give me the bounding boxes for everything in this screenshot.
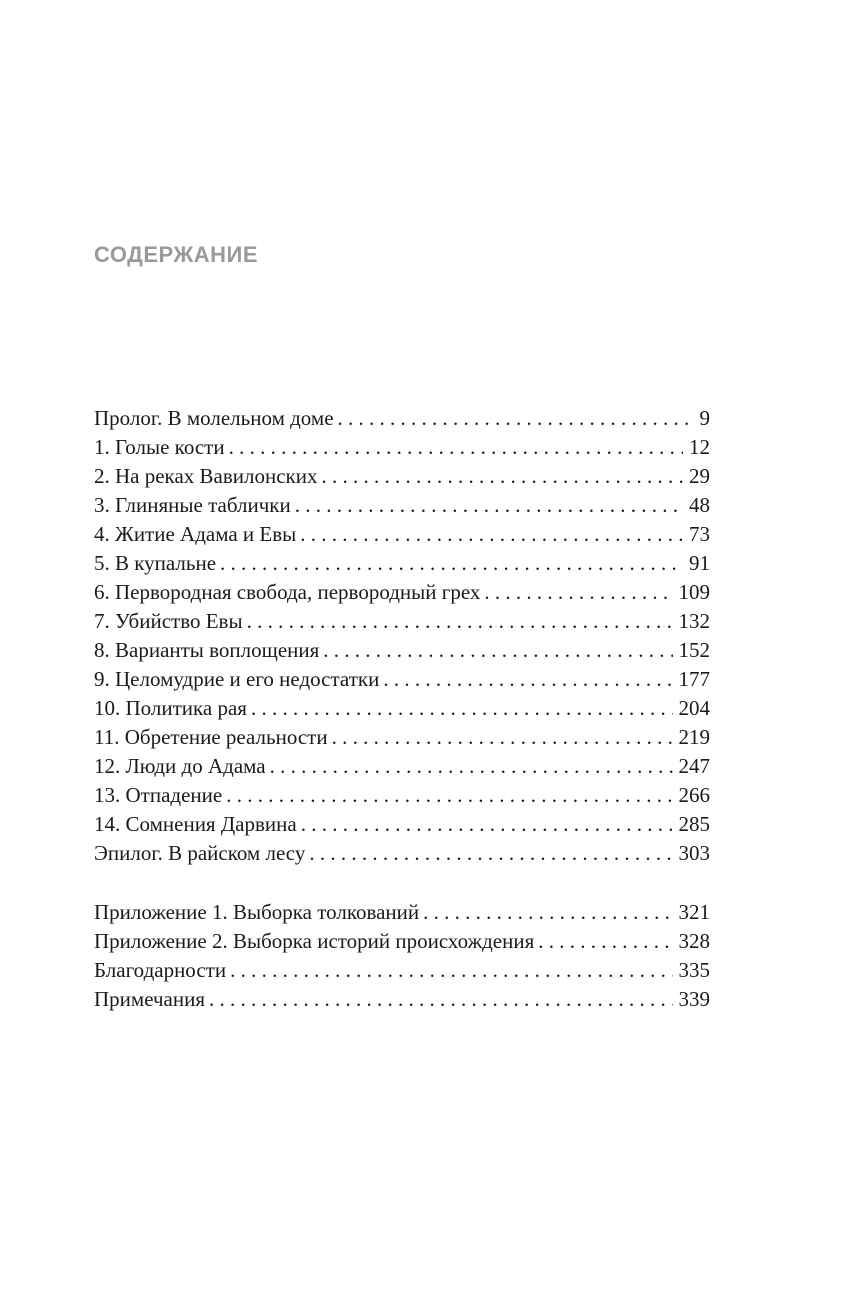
- appendix-contents: [94, 898, 710, 1014]
- toc-entry-title: Эпилог. В райском лесу: [94, 841, 306, 865]
- toc-entry-page: 152: [678, 638, 710, 662]
- toc-entry-title: 14. Сомнения Дарвина: [94, 812, 297, 836]
- toc-entry-page: 91: [689, 551, 710, 575]
- toc-entry-page: 303: [678, 841, 710, 865]
- toc-entry-title: 5. В купальне: [94, 551, 217, 575]
- toc-entry-title: 2. На реках Вавилонских: [94, 464, 318, 488]
- toc-entry-page: 339: [678, 987, 710, 1011]
- toc-entry-title: 6. Первородная свобода, первородный грех: [94, 580, 481, 604]
- toc-entry[interactable]: [94, 578, 710, 607]
- toc-entry-title: 13. Отпадение: [94, 783, 223, 807]
- table-of-contents: [94, 404, 710, 868]
- toc-entry-title: 1. Голые кости: [94, 435, 225, 459]
- toc-entry-page: 247: [678, 754, 710, 778]
- toc-entry-title: Примечания: [94, 987, 206, 1011]
- toc-entry[interactable]: [94, 549, 710, 578]
- toc-entry-page: 9: [699, 406, 710, 430]
- dot-leader: [301, 810, 673, 839]
- toc-entry-title: Приложение 1. Выборка толкований: [94, 900, 420, 924]
- dot-leader: [247, 607, 673, 636]
- toc-entry-title: 9. Целомудрие и его недостатки: [94, 667, 380, 691]
- toc-entry[interactable]: [94, 985, 710, 1014]
- dot-leader: [332, 723, 673, 752]
- dot-leader: [321, 462, 683, 491]
- dot-leader: [226, 781, 672, 810]
- toc-entry[interactable]: [94, 433, 710, 462]
- toc-entry[interactable]: [94, 723, 710, 752]
- toc-entry-page: 29: [689, 464, 710, 488]
- dot-leader: [538, 927, 672, 956]
- toc-entry[interactable]: [94, 956, 710, 985]
- dot-leader: [423, 898, 672, 927]
- toc-entry-page: 204: [678, 696, 710, 720]
- toc-entry-title: Пролог. В молельном доме: [94, 406, 334, 430]
- dot-leader: [484, 578, 672, 607]
- toc-entry[interactable]: [94, 636, 710, 665]
- toc-entry-page: 285: [678, 812, 710, 836]
- page-title: СОДЕРЖАНИЕ: [94, 242, 259, 267]
- toc-entry-page: 177: [678, 667, 710, 691]
- dot-leader: [295, 491, 683, 520]
- dot-leader: [383, 665, 672, 694]
- toc-entry[interactable]: [94, 927, 710, 956]
- toc-entry[interactable]: [94, 462, 710, 491]
- toc-entry-page: 266: [678, 783, 710, 807]
- toc-entry-title: 12. Люди до Адама: [94, 754, 266, 778]
- toc-entry[interactable]: [94, 665, 710, 694]
- dot-leader: [209, 985, 672, 1014]
- dot-leader: [323, 636, 672, 665]
- toc-entry-page: 48: [689, 493, 710, 517]
- dot-leader: [309, 839, 672, 868]
- toc-entry[interactable]: [94, 898, 710, 927]
- toc-entry-title: Благодарности: [94, 958, 227, 982]
- toc-entry[interactable]: [94, 607, 710, 636]
- toc-entry[interactable]: [94, 694, 710, 723]
- toc-entry-page: 328: [678, 929, 710, 953]
- toc-entry-page: 73: [689, 522, 710, 546]
- toc-entry[interactable]: [94, 839, 710, 868]
- toc-entry[interactable]: [94, 491, 710, 520]
- dot-leader: [251, 694, 673, 723]
- toc-entry-title: 11. Обретение реальности: [94, 725, 328, 749]
- toc-entry[interactable]: [94, 810, 710, 839]
- toc-entry[interactable]: [94, 752, 710, 781]
- toc-entry-title: 4. Житие Адама и Евы: [94, 522, 297, 546]
- toc-entry[interactable]: [94, 781, 710, 810]
- toc-entry-page: 335: [678, 958, 710, 982]
- dot-leader: [270, 752, 673, 781]
- toc-entry-title: 7. Убийство Евы: [94, 609, 243, 633]
- toc-entry-title: 8. Варианты воплощения: [94, 638, 320, 662]
- toc-entry-title: 10. Политика рая: [94, 696, 247, 720]
- toc-entry-title: 3. Глиняные таблички: [94, 493, 291, 517]
- toc-entry-page: 219: [678, 725, 710, 749]
- toc-entry-page: 12: [689, 435, 710, 459]
- dot-leader: [338, 404, 694, 433]
- toc-entry-page: 321: [678, 900, 710, 924]
- dot-leader: [229, 433, 683, 462]
- toc-entry-page: 132: [678, 609, 710, 633]
- toc-entry-page: 109: [678, 580, 710, 604]
- dot-leader: [220, 549, 683, 578]
- toc-entry-title: Приложение 2. Выборка историй происхождения: [94, 929, 535, 953]
- dot-leader: [230, 956, 672, 985]
- dot-leader: [300, 520, 683, 549]
- toc-entry[interactable]: [94, 520, 710, 549]
- toc-entry[interactable]: [94, 404, 710, 433]
